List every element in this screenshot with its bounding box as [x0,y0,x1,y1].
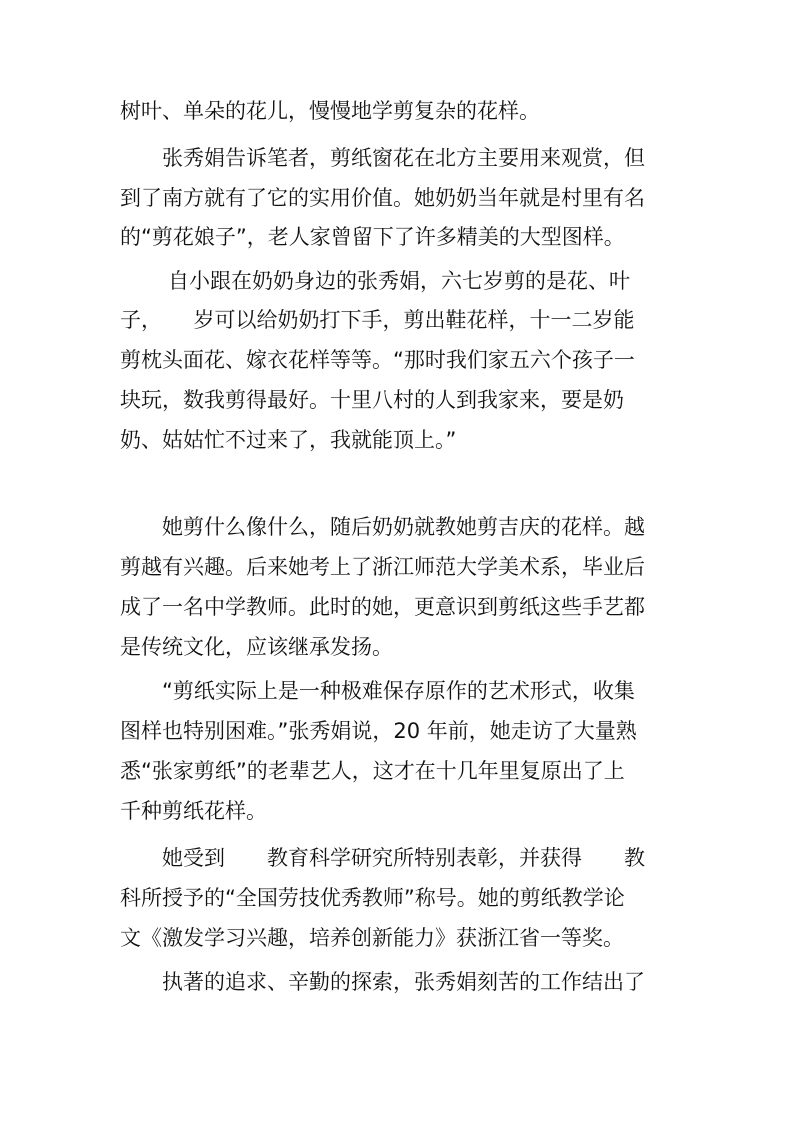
text-line: 到了南方就有了它的实用价值。她奶奶当年就是村里有名 [120,186,645,210]
text-line: 奶、姑姑忙不过来了，我就能顶上。” [120,428,457,452]
text-line: “剪纸实际上是一种极难保存原作的艺术形式，收集 [162,679,635,703]
text-line: 她剪什么像什么，随后奶奶就教她剪吉庆的花样。越 [162,515,645,539]
text-line: 千种剪纸花样。 [120,799,267,823]
text-line: 块玩，数我剪得最好。十里八村的人到我家来，要是奶 [120,388,624,412]
text-line: 悉“张家剪纸”的老辈艺人，这才在十几年里复原出了上 [120,759,625,783]
text-line: 自小跟在奶奶身边的张秀娟，六七岁剪的是花、叶 [168,269,630,293]
text-line: 图样也特别困难。”张秀娟说，20 年前，她走访了大量熟 [120,719,637,743]
text-line: 她受到 教育科学研究所特别表彰，并获得 教 [162,846,645,870]
text-line: 的“剪花娘子”，老人家曾留下了许多精美的大型图样。 [120,225,625,249]
text-line: 是传统文化，应该继承发扬。 [120,635,393,659]
text-line: 张秀娟告诉笔者，剪纸窗花在北方主要用来观赏，但 [162,146,645,170]
text-line: 剪越有兴趣。后来她考上了浙江师范大学美术系，毕业后 [120,555,645,579]
text-line: 子， 岁可以给奶奶打下手，剪出鞋花样，十一二岁能 [120,308,635,332]
text-line: 成了一名中学教师。此时的她，更意识到剪纸这些手艺都 [120,595,645,619]
text-line: 科所授予的“全国劳技优秀教师”称号。她的剪纸教学论 [120,886,625,910]
text-line: 文《激发学习兴趣，培养创新能力》获浙江省一等奖。 [120,926,624,950]
text-line: 树叶、单朵的花儿，慢慢地学剪复杂的花样。 [120,99,540,123]
text-line: 剪枕头面花、嫁衣花样等等。“那时我们家五六个孩子一 [120,348,635,372]
text-line: 执著的追求、辛勤的探索，张秀娟刻苦的工作结出了 [162,970,645,994]
